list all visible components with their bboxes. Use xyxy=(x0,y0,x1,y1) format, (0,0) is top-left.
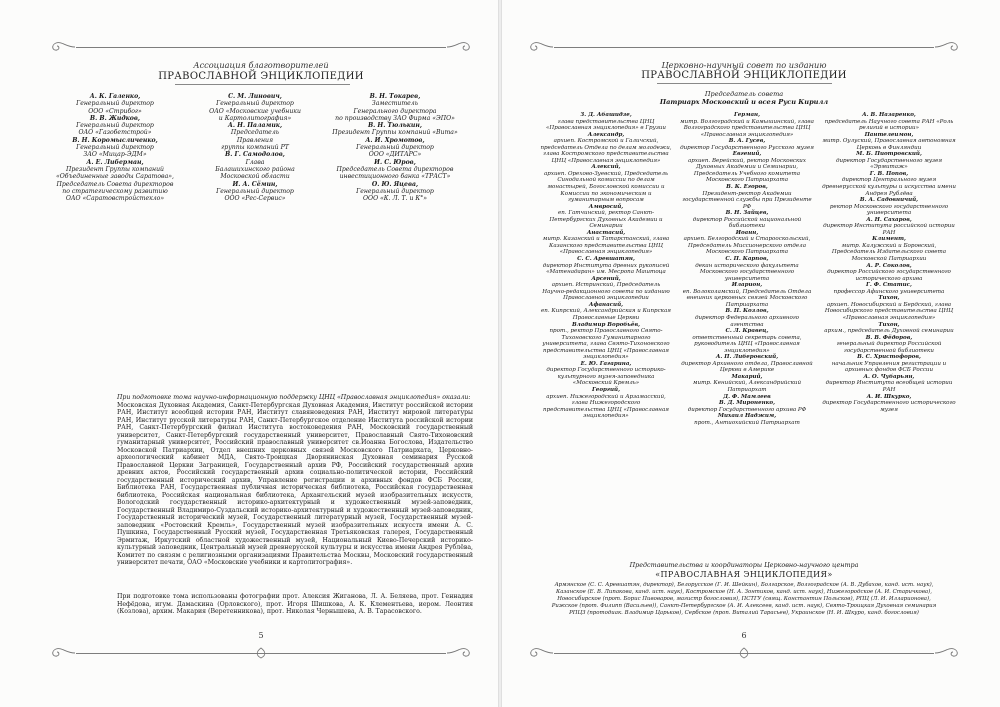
person-name: В. Н. Тюлькин, xyxy=(367,122,423,130)
person-entry xyxy=(820,217,958,237)
person-role: Генеральный директор xyxy=(76,100,154,108)
person-role: Президент Группы компаний «Вита» xyxy=(332,129,458,137)
person-name: Евгений, xyxy=(732,151,762,158)
person-entry xyxy=(540,204,672,230)
person-role: Правления xyxy=(236,136,274,144)
person-role: архиеп. Верейский, ректор Московских Духовных Академии и Семинарии, Председатель Учебного комитета Московского Патриархата xyxy=(688,157,806,184)
person-entry xyxy=(820,295,958,321)
person-name: В. Г. Самодолов, xyxy=(225,151,285,159)
person-name: Владимир Воробьёв, xyxy=(571,321,641,328)
person-entry xyxy=(540,164,672,203)
ornament-curl-icon xyxy=(446,40,476,54)
person-entry xyxy=(820,394,958,414)
representations-title: «ПРАВОСЛАВНАЯ ЭНЦИКЛОПЕДИЯ» xyxy=(655,570,833,579)
person-name: Макарий, xyxy=(731,373,763,380)
person-entry xyxy=(680,308,814,328)
ornament-curl-icon xyxy=(934,40,964,54)
person-name: Георгий, xyxy=(591,386,621,393)
ornament-curl-icon xyxy=(446,646,476,660)
person-entry xyxy=(40,137,190,159)
person-role: директор Архивного отдела, Православной Церкви в Америке xyxy=(681,360,813,374)
person-name: А. Е. Либерман, xyxy=(86,158,144,166)
person-name: Г. В. Попов, xyxy=(869,170,909,177)
council-column-2 xyxy=(680,112,814,426)
person-name: В. С. Христофоров, xyxy=(857,354,921,361)
person-entry xyxy=(320,159,470,181)
person-entry xyxy=(40,93,190,115)
bottom-ornament xyxy=(524,646,964,660)
person-entry xyxy=(820,132,958,152)
person-role: архим., председатель Духовной семинарии xyxy=(824,328,954,335)
person-role: архиеп. Белгородский и Старооскольский, Председатель Миссионерского отдела Московского Патриархата xyxy=(683,236,811,256)
person-name: Иоанн, xyxy=(735,229,759,236)
person-name: Амвросий, xyxy=(588,203,624,210)
benefactors-column-1 xyxy=(40,93,190,202)
person-role: ОАО «Московские учебники xyxy=(209,107,301,115)
person-role: декан исторического факультета Московского государственного университета xyxy=(695,262,799,282)
person-role: ООО «Стрибог» xyxy=(88,107,142,115)
header-subtitle: Церковно-научный совет по изданию xyxy=(661,60,827,70)
person-entry xyxy=(180,181,330,203)
header-title: ПРАВОСЛАВНОЙ ЭНЦИКЛОПЕДИИ xyxy=(641,70,847,81)
person-entry xyxy=(540,132,672,165)
person-name: С. П. Карпов, xyxy=(725,256,769,263)
person-role: директор Государственного Русского музея xyxy=(680,144,814,151)
person-name: Анастасий, xyxy=(586,229,626,236)
person-name: О. Ю. Яцева, xyxy=(371,180,419,188)
person-role: директор Российского государственного исторического архива xyxy=(827,269,951,282)
person-entry xyxy=(820,236,958,262)
person-entry xyxy=(40,159,190,203)
person-name: Е. Ю. Гагарина, xyxy=(580,360,632,367)
person-role: директор Центрального музея древнерусской культуры и искусства имени Андрея Рублёва xyxy=(822,177,956,197)
representations-subtitle: Представительства и координаторы Церковно-научного центра xyxy=(629,561,859,569)
person-role: Президент Группы компаний xyxy=(65,165,165,173)
person-role: директор Государственного исторического музея xyxy=(822,400,956,413)
benefactors-column-3 xyxy=(320,93,470,202)
person-entry xyxy=(680,112,814,138)
person-role: ООО «ДИТАРС» xyxy=(368,151,422,159)
person-entry xyxy=(680,256,814,282)
person-role: Глава xyxy=(245,158,265,166)
person-name: Тихон, xyxy=(878,295,900,302)
person-name: Иларион, xyxy=(731,282,763,289)
person-entry xyxy=(180,93,330,122)
person-role: Генеральный директор xyxy=(356,144,434,152)
person-name: Пантелеимон, xyxy=(864,131,914,138)
person-role: Председатель Совета директоров xyxy=(56,180,174,188)
person-name: А. И. Шкурко, xyxy=(866,393,912,400)
person-role: архиеп. Нижегородский и Арзамасский, глава Нижегородского представительства ЦНЦ «Православная энциклопедия» xyxy=(543,393,669,420)
person-entry xyxy=(820,197,958,217)
person-role: профессор Афинского университета xyxy=(833,288,945,295)
person-name: С. М. Линович, xyxy=(228,93,282,100)
person-name: В. Н. Коромысличенко, xyxy=(72,136,158,144)
person-name: В. К. Егоров, xyxy=(726,184,768,191)
person-role: Председатель Совета директоров xyxy=(336,165,454,173)
chair-name: Патриарх Московский и всея Руси Кирилл xyxy=(659,98,829,106)
person-entry xyxy=(820,171,958,197)
person-role: директор Государственного музея «Эрмитаж» xyxy=(835,157,943,171)
person-role: Генеральный директор xyxy=(76,122,154,130)
person-role: директор Федерального архивного агентства xyxy=(694,314,800,328)
person-name: А. В. Назаренко, xyxy=(862,112,916,118)
person-entry xyxy=(320,93,470,122)
person-entry xyxy=(40,115,190,137)
ornament-curl-icon xyxy=(524,40,554,54)
person-role: директор Российской национальной библиотеки xyxy=(692,216,802,230)
ornament-center-icon xyxy=(251,647,271,659)
person-role: Балашихинского района xyxy=(215,165,295,173)
person-name: А. И. Хромотов, xyxy=(365,136,425,144)
person-role: председатель Научного совета РАН «Роль религий в истории» xyxy=(824,118,954,132)
person-role: Заместитель xyxy=(371,100,419,108)
person-role: Генеральный директор xyxy=(356,187,434,195)
bottom-ornament xyxy=(46,646,476,660)
benefactors-column-2 xyxy=(180,93,330,202)
top-ornament xyxy=(524,40,964,54)
person-entry xyxy=(680,282,814,308)
representations-list: Армянское (С. С. Аревшатян, директор), Белорусское (Г. И. Шейкин), Болгарское, Волгоградское (А. В. Дубахов, канд. ист. наук), Казанское (Е. В. Липакова, канд. ист. наук), Костромское (Н. А. Зонтиков, канд. ист. наук), Нижегородское (А. И. Старичкова), Новосибирское (прот. Борис Пивоваров, магистр богословия), ПСТГУ (свящ. Константин Польсков), РПЦ (Л. И. Илларионова), Рижское (прот. Филипп (Васильев)), Санкт-Петербургское (А. И. Алексеев, канд. ист. наук), Свято-Троицкая Духовная семинария РПЦЗ (протодиак. Владимир Царьков), Сербское (проп. Виталий Тарасьев), Украинское (Н. И. Шкуро, канд. богословия) xyxy=(551,582,937,616)
person-name: М. Б. Пиотровский, xyxy=(856,151,922,158)
ornament-center-icon xyxy=(734,647,754,659)
person-entry xyxy=(820,263,958,283)
person-entry xyxy=(820,112,958,132)
right-page xyxy=(502,0,1000,707)
person-name: А. П. Либеровский, xyxy=(715,354,779,361)
person-name: Климент, xyxy=(872,236,906,243)
person-entry xyxy=(680,328,814,354)
person-role: ОАО «Саратовстройстекло» xyxy=(65,195,165,203)
person-name: А. Н. Сахаров, xyxy=(866,216,912,223)
person-role: Председатель xyxy=(230,129,280,137)
person-role: директор Государственного историко-культурного музея-заповедника «Московский Кремль» xyxy=(546,367,666,387)
header-subtitle: Ассоциация благотворителей xyxy=(193,60,329,70)
person-entry xyxy=(180,122,330,151)
person-role: еп. Гатчинский, ректор Санкт-Петербургских Духовных Академии и Семинарии xyxy=(549,210,663,230)
person-entry xyxy=(540,361,672,387)
person-role: архиеп. Орехово-Зуевский, Председатель Синодальной комиссии по делам монастырей, Богословской комиссии и Комиссии по экономическим и гуманитарным вопросам xyxy=(544,170,668,204)
person-role: прот., Антиохийский Патриархат xyxy=(694,419,800,426)
person-role: архиеп. Истринский, Председатель Научно-редакционного совета по изданию Православной энциклопедии xyxy=(542,282,670,302)
header-rule xyxy=(657,83,832,84)
person-entry xyxy=(820,322,958,335)
person-role: митр. Оулуский, Православная автономная Церковь в Финляндии xyxy=(822,138,956,151)
person-entry xyxy=(540,302,672,322)
person-name: Г. Ф. Статис, xyxy=(866,282,912,289)
ornament-curl-icon xyxy=(46,646,76,660)
person-entry xyxy=(540,387,672,420)
support-list: Московская Духовная Академия, Санкт-Петербургская Духовная Академия, Институт российской истории РАН, Институт всеобщей истории РАН, Институт славяноведения РАН, Институт мировой литературы РАН, Институт русской литературы РАН, Санкт-Петербургское отделение Института российской истории РАН, Санкт-Петербургский филиал Института востоковедения РАН, Московский государственный университет, Санкт-Петербургский государственный университет, Православный Свято-Тихоновский гуманитарный университет, Российский православный университет св.Иоанна Богослова, Издательство Московской Патриархии, Отдел внешних церковных связей Московского Патриархата, Церковно-археологический кабинет МДА, Свято-Троицкая Дворянинская Духовная семинария Русской Православной Церкви Заграницей, Государственный архив РФ, Российский государственный архив древних актов, Российский государственный архив социально-политической истории, Российский государственный исторический архив, Управление регистрации и архивных фондов ФСБ России, Библиотека РАН, Государственная публичная историческая библиотека, Российская государственная библиотека, Российская национальная библиотека, Архангельский музей изобразительных искусств, Вологодский государственный историко-архитектурный и художественный музей-заповедник, Государственный Владимиро-Суздальский историко-архитектурный и художественный музей-заповедник, Государственный исторический музей, Государственный литературный музей, Государственный музей-заповедник «Ростовский Кремль», Государственный музей изобразительных искусств имени А. С. Пушкина, Государственный Русский музей, Государственная Третьяковская галерея, Государственный Эрмитаж, Иркутский областной художественный музей, Национальный Киево-Печерский историко-культурный заповедник, Центральный музей древнерусской культуры и искусства имени Андрея Рублёва, Комитет по связям с религиозными организациями Правительства Москвы, Московский государственный университет печати, ОАО «Московские учебники и картолитография». xyxy=(117,401,473,566)
left-page xyxy=(0,0,498,707)
person-name: В. А. Садовничий, xyxy=(859,197,919,204)
ornament-curl-icon xyxy=(934,646,964,660)
support-intro: При подготовке тома научно-информационную поддержку ЦНЦ «Православная энциклопедия» оказали: xyxy=(117,394,471,401)
person-entry xyxy=(180,151,330,180)
person-role: ОАО «Газобетстрой» xyxy=(78,129,152,137)
person-entry xyxy=(540,112,672,132)
person-name: Арсений, xyxy=(591,275,621,282)
person-name: Афанасий, xyxy=(588,301,624,308)
person-name: А. О. Чубарьян, xyxy=(863,373,915,380)
person-entry xyxy=(540,276,672,302)
person-entry xyxy=(680,354,814,374)
person-role: ЗАО «Мицар-ЭДМ» xyxy=(83,151,147,159)
top-ornament xyxy=(46,40,476,54)
person-role: ООО «Рес-Сервис» xyxy=(224,195,286,203)
person-role: Генерального директора xyxy=(353,107,437,115)
person-role: архиеп. Костромской и Галичский, председатель Отдела по делам молодежи, глава Костромского представительства ЦНЦ «Православная энциклопедия» xyxy=(540,138,672,164)
person-role: Генеральный директор xyxy=(216,100,294,108)
person-role: прот., ректор Православного Свято-Тихоновского Гуманитарного университета, глава Свято-Тихоновского представительства ЦНЦ «Православная энциклопедия» xyxy=(542,328,670,361)
person-role: по стратегическому развитию xyxy=(62,187,168,195)
person-entry xyxy=(680,210,814,230)
person-name: Д. Ф. Мамлеев xyxy=(723,393,771,400)
person-entry xyxy=(820,282,958,295)
header-rule xyxy=(175,84,350,85)
person-role: «Объединенные заводы Саратова», xyxy=(55,173,174,181)
person-entry xyxy=(680,400,814,413)
person-role: архиеп. Новосибирский и Бердский, глава Новосибирского представительства ЦНЦ «Православная энциклопедия» xyxy=(824,301,954,321)
person-role: митр. Калужский и Боровский, Председатель Издательского совета Московской Патриархии xyxy=(831,242,947,263)
person-name: С. Л. Кравец, xyxy=(725,328,769,335)
person-entry xyxy=(320,181,470,203)
header-title: ПРАВОСЛАВНОЙ ЭНЦИКЛОПЕДИИ xyxy=(158,71,364,82)
chair-role: Председатель совета xyxy=(704,90,784,98)
person-entry xyxy=(680,230,814,256)
person-role: митр. Казанский и Татарстанский, глава Казанского представительства ЦНЦ «Православная энциклопедия» xyxy=(542,236,670,256)
person-role: и Картолитография» xyxy=(218,114,292,122)
person-role: ректор Московского государственного университета xyxy=(829,203,949,217)
photo-credits-paragraph: При подготовке тома использованы фотографии прот. Алексия Жиганова, Л. А. Беляева, прот. Геннадия Нефёдова, игум. Дамаскина (Орловского), прот. Игоря Шишкова, А. К. Клементьева, иером. Леонтия (Козлова), архим. Макария (Веретенникова), прот. Николая Чернышева, А. В. Тарасовского. xyxy=(117,593,473,615)
person-name: С. С. Аревшатян, xyxy=(577,256,635,263)
person-role: Московской области xyxy=(220,173,290,181)
ornament-curl-icon xyxy=(46,40,76,54)
person-name: В. П. Козлов, xyxy=(725,308,769,315)
person-role: ООО «К. Л. Т. и К°» xyxy=(363,195,427,203)
person-name: Тихон, xyxy=(878,321,900,328)
person-name: В. В. Фёдоров, xyxy=(865,334,913,341)
person-role: Генеральный директор xyxy=(76,144,154,152)
person-entry xyxy=(680,151,814,184)
person-role: Генеральный директор xyxy=(216,187,294,195)
support-paragraph xyxy=(117,394,473,567)
person-entry xyxy=(820,354,958,374)
person-role: еп. Кипрский, Александрийская и Кипрская Православные Церкви xyxy=(541,308,671,321)
person-entry xyxy=(680,184,814,210)
person-entry xyxy=(540,256,672,276)
person-entry xyxy=(320,137,470,159)
person-role: инвестиционного банка «ТРАСТ» xyxy=(339,173,451,181)
person-entry xyxy=(680,413,814,426)
person-entry xyxy=(680,374,814,394)
person-name: В. А. Гусев, xyxy=(728,138,766,145)
person-role: по производству ЗАО Фирма «ЭПО» xyxy=(335,114,455,122)
person-role: директор Института всеобщей истории РАН xyxy=(825,380,953,393)
person-name: Алексий, xyxy=(591,164,621,171)
person-name: А. Н. Паламик, xyxy=(227,122,283,130)
person-role: начальник Управления регистрации и архивных фондов ФСБ России xyxy=(831,360,947,374)
page-number: 6 xyxy=(741,631,747,640)
person-role: группы компаний РТ xyxy=(221,144,289,152)
ornament-curl-icon xyxy=(524,646,554,660)
person-role: ответственный секретарь совета, руководитель ЦНЦ «Православная энциклопедия» xyxy=(692,334,802,354)
person-role: директор Института российской истории РАН xyxy=(823,223,955,236)
council-column-3 xyxy=(820,112,958,413)
person-role: Президент-ректор Академии государственной службы при Президенте РФ xyxy=(682,190,812,210)
person-name: Михаил Наджим, xyxy=(717,413,777,420)
person-name: В. Н. Токарев, xyxy=(369,93,421,100)
person-entry xyxy=(820,335,958,355)
person-name: В. В. Жидков, xyxy=(89,114,141,122)
person-role: глава представительства ЦНЦ «Православная энциклопедия» в Грузии xyxy=(546,118,666,132)
person-name: Герман, xyxy=(733,112,761,118)
council-column-1 xyxy=(540,112,672,420)
person-role: директор Государственного архива РФ xyxy=(687,406,807,413)
person-name: В. Д. Мироненко, xyxy=(718,400,776,407)
person-entry xyxy=(820,151,958,171)
person-entry xyxy=(320,122,470,137)
person-entry xyxy=(820,374,958,394)
person-name: И. С. Юров, xyxy=(374,158,416,166)
person-entry xyxy=(540,230,672,256)
person-role: митр. Волгоградский и Камышинский, глава Волгоградского представительства ЦНЦ «Православная энциклопедия» xyxy=(680,118,814,138)
person-name: Александр, xyxy=(587,131,625,138)
person-role: еп. Волоколамский, Председатель Отдела внешних церковных связей Московского Патриархата xyxy=(682,288,812,308)
person-entry xyxy=(680,138,814,151)
person-name: И. А. Сёмин, xyxy=(232,180,278,188)
person-entry xyxy=(540,322,672,361)
person-role: митр. Кенийский, Александрийский Патриархат xyxy=(692,380,802,393)
page-number: 5 xyxy=(258,631,264,640)
person-role: генеральный директор Российской государственной библиотеки xyxy=(836,341,942,354)
person-role: директор Института древних рукописей «Матенадаран» им. Месропа Маштоца xyxy=(542,262,670,276)
person-name: А. К. Галенко, xyxy=(89,93,141,100)
person-name: З. Д. Абашидзе, xyxy=(580,112,632,118)
person-name: А. Р. Соколов, xyxy=(866,262,912,269)
person-name: В. Н. Зайцев, xyxy=(725,210,769,217)
